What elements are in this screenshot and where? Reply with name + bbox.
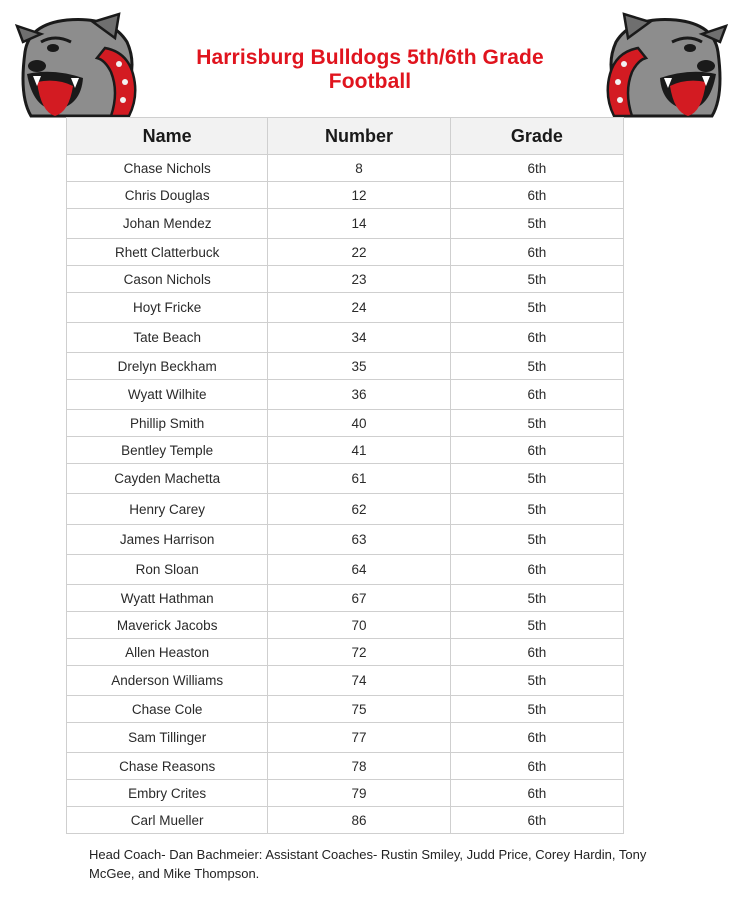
roster-table [66,117,624,834]
cell-number: 35 [268,353,450,380]
cell-number: 12 [268,182,450,209]
cell-grade: 5th [450,612,623,639]
bulldog-mascot-logo-left [15,12,145,120]
cell-grade: 6th [450,555,623,585]
cell-grade: 6th [450,780,623,807]
cell-number: 36 [268,380,450,410]
cell-name: Henry Carey [67,494,268,525]
cell-name: Chris Douglas [67,182,268,209]
table-row [67,380,624,410]
cell-grade: 6th [450,239,623,266]
cell-grade: 5th [450,353,623,380]
table-row [67,585,624,612]
table-row [67,525,624,555]
cell-number: 64 [268,555,450,585]
table-row [67,266,624,293]
cell-number: 22 [268,239,450,266]
cell-grade: 5th [450,266,623,293]
coaching-staff-note: Head Coach- Dan Bachmeier: Assistant Coaches- Rustin Smiley, Judd Price, Corey Hardin, Tony McGee, and Mike Thompson. [89,847,647,881]
cell-number: 62 [268,494,450,525]
table-row [67,555,624,585]
table-row [67,494,624,525]
cell-grade: 5th [450,585,623,612]
cell-number: 70 [268,612,450,639]
cell-grade: 5th [450,464,623,494]
cell-name: Chase Reasons [67,753,268,780]
cell-number: 40 [268,410,450,437]
cell-grade: 6th [450,807,623,834]
cell-grade: 5th [450,666,623,696]
table-row [67,753,624,780]
cell-name: Hoyt Fricke [67,293,268,323]
table-row [67,410,624,437]
cell-number: 24 [268,293,450,323]
cell-grade: 6th [450,639,623,666]
cell-number: 72 [268,639,450,666]
cell-number: 74 [268,666,450,696]
bulldog-icon [15,12,145,120]
cell-name: Ron Sloan [67,555,268,585]
table-row [67,780,624,807]
cell-name: Allen Heaston [67,639,268,666]
cell-grade: 5th [450,525,623,555]
table-row [67,209,624,239]
table-row [67,239,624,266]
cell-name: Johan Mendez [67,209,268,239]
cell-grade: 5th [450,410,623,437]
cell-name: Wyatt Hathman [67,585,268,612]
table-row [67,723,624,753]
cell-name: James Harrison [67,525,268,555]
cell-name: Chase Cole [67,696,268,723]
cell-name: Drelyn Beckham [67,353,268,380]
cell-number: 8 [268,155,450,182]
cell-number: 75 [268,696,450,723]
table-row [67,639,624,666]
cell-name: Wyatt Wilhite [67,380,268,410]
header-number: Number [268,118,450,155]
header-grade: Grade [450,118,623,155]
cell-number: 67 [268,585,450,612]
cell-grade: 6th [450,753,623,780]
cell-name: Cayden Machetta [67,464,268,494]
cell-number: 79 [268,780,450,807]
cell-number: 63 [268,525,450,555]
cell-name: Chase Nichols [67,155,268,182]
cell-number: 41 [268,437,450,464]
cell-grade: 6th [450,155,623,182]
cell-number: 61 [268,464,450,494]
table-row [67,612,624,639]
cell-number: 14 [268,209,450,239]
cell-grade: 5th [450,209,623,239]
cell-name: Embry Crites [67,780,268,807]
cell-name: Cason Nichols [67,266,268,293]
cell-number: 78 [268,753,450,780]
cell-grade: 6th [450,723,623,753]
cell-grade: 5th [450,494,623,525]
cell-name: Carl Mueller [67,807,268,834]
cell-number: 86 [268,807,450,834]
roster-body [67,155,624,834]
table-header-row [67,118,624,155]
cell-grade: 6th [450,182,623,209]
table-row [67,437,624,464]
table-row [67,182,624,209]
cell-name: Phillip Smith [67,410,268,437]
bulldog-icon [598,12,728,120]
bulldog-mascot-logo-right [598,12,728,120]
cell-grade: 6th [450,437,623,464]
table-row [67,293,624,323]
table-row [67,696,624,723]
cell-name: Anderson Williams [67,666,268,696]
cell-number: 23 [268,266,450,293]
cell-grade: 6th [450,323,623,353]
table-row [67,666,624,696]
table-row [67,155,624,182]
header-name: Name [67,118,268,155]
cell-name: Maverick Jacobs [67,612,268,639]
page-title: Harrisburg Bulldogs 5th/6th Grade Football [196,46,544,93]
table-row [67,353,624,380]
cell-grade: 6th [450,380,623,410]
table-row [67,323,624,353]
cell-name: Sam Tillinger [67,723,268,753]
table-row [67,807,624,834]
cell-number: 77 [268,723,450,753]
cell-grade: 5th [450,293,623,323]
cell-name: Tate Beach [67,323,268,353]
cell-number: 34 [268,323,450,353]
cell-grade: 5th [450,696,623,723]
cell-name: Rhett Clatterbuck [67,239,268,266]
cell-name: Bentley Temple [67,437,268,464]
table-row [67,464,624,494]
